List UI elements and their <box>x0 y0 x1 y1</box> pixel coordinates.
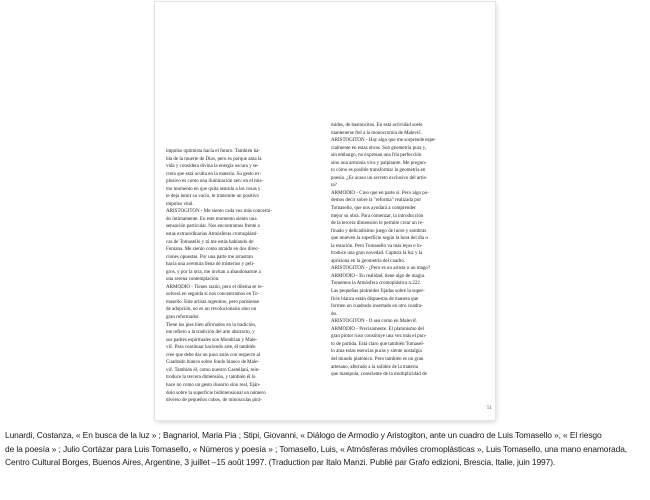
text-line: mides, de bastoncitos. En esta actividad suele <box>331 122 423 128</box>
text-line: Tomemos la Atmósfera cromoplástica n.222. <box>331 280 422 287</box>
text-line: Fontana. Me siento como atraído en dos direc- <box>166 246 260 253</box>
text-line: Tomasello, que nos ayudará a comprender <box>331 205 416 212</box>
text-line: estas extraordinarias Atmósferas cromoplásti- <box>166 231 258 238</box>
text-line: ARISTOGITON - ¿Pero es un artista o un mago? <box>331 265 431 272</box>
text-line: Cuadrado blanco sobre fondo blanco de Male- <box>166 359 260 366</box>
text-line: to cómo es posible transformar la geometría en <box>331 167 426 174</box>
text-line: plosivo es como una iluminación zen: en el mis- <box>166 178 264 185</box>
right-text-column <box>331 122 483 379</box>
text-line: te deja intuir su vacío, te transmite un positivo <box>166 193 259 200</box>
text-line: sensación particular. Nos encontramos frente a <box>166 223 260 230</box>
book-page <box>155 2 495 420</box>
text-line: del mundo platónico. Pero también es un gran <box>331 355 424 362</box>
text-line: diverso de pequeños cubos, de minúsculas pirá- <box>166 397 262 404</box>
text-line: solverá en seguida si nos concentramos en To- <box>166 291 260 298</box>
text-line: vida y considera divina la energía oscura y se- <box>166 163 259 170</box>
page-number: 51 <box>487 406 492 411</box>
text-line: impulso vital. <box>166 200 194 207</box>
text-line: Tiene los pies bien afirmados en la tradición, <box>166 321 257 328</box>
text-line: que manipula, consciente de la multiplicidad de <box>331 371 427 378</box>
text-line: aprisiona en la geometría del cuadro. <box>331 257 406 264</box>
caption-line: Centro Cultural Borges, Buenos Aires, Argentine, 3 juillet –15 août 1997. (Traduction par Italo Manzi. Publié par Grafo edizioni, Brescia, Italie, juin 1997). <box>5 457 556 468</box>
text-line: to de partida. Está claro que también Tomasel- <box>331 340 425 347</box>
text-line: ARMODIO - Creo que en parte sí. Pero algo po- <box>331 189 429 196</box>
text-line: impulso optimista hacia el futuro. También ha- <box>166 148 260 154</box>
text-line: vič. Para continuar haciendo arte, él también <box>166 344 256 351</box>
text-line: cialmente en estas obras. Son geometría pura y, <box>331 144 427 151</box>
text-line: demos decir sobre la "reforma" realizada por <box>331 197 421 204</box>
text-line: ARISTOGITON - Me siento cada vez más concerni- <box>166 208 273 215</box>
text-line: ARMODIO - Tienes razón, pero el dilema se re- <box>166 283 264 290</box>
text-line: una serena contemplación. <box>166 276 220 283</box>
text-line: lo ama estas esencias puras y siente nostalgia <box>331 348 422 355</box>
text-line: Las pequeñas pirámides fijadas sobre la super- <box>331 288 425 295</box>
text-line: me refiero a la tradición del arte abstracto, y <box>166 329 255 336</box>
text-line: ARMODIO - En realidad, tiene algo de magia. <box>331 272 426 279</box>
text-line: sino una armonía viva y palpitante. Me pregun- <box>331 159 427 166</box>
text-line: hace no como un gesto ilusorio sino real, fiján- <box>166 381 261 388</box>
text-line: ta? <box>331 182 337 189</box>
text-line: poesía. ¿Es acaso un secreto exclusivo del artis- <box>331 174 428 181</box>
text-line: do íntimamente. En este momento siento una <box>166 215 257 222</box>
text-line: sus padres espirituales son Mondrian y Male- <box>166 336 258 343</box>
text-line: artesano, aferrado a la solidez de la materia <box>331 363 418 370</box>
text-line: de adopción, no es un revolucionario sino un <box>166 306 257 313</box>
text-line: ARISTOGITON - O sea como en Malevič. <box>331 318 418 325</box>
text-line: vič. También él, como nuestro Castellani, rein- <box>166 366 260 373</box>
text-line: que mueven la superficie según la hora del día o <box>331 235 428 242</box>
caption-line: Lunardi, Costanza, « En busca de la luz » ; Bagnariol, Maria Pia ; Stipi, Giovanni, « Diálogo de Armodio y Aristogiton, ante un cuadro de Luis Tomasello », « El riesgo <box>5 430 602 440</box>
left-text-column <box>166 148 318 405</box>
text-line: hacia una aventura llena de misterios y peli- <box>166 261 255 268</box>
text-line: masello. Este artista argentino, pero parisiense <box>166 298 260 305</box>
image-caption <box>5 429 645 470</box>
text-line: ficie blanca están dispuestas de manera que <box>331 295 419 302</box>
text-line: cas de Tomasello y tú me estás hablando de <box>166 238 254 245</box>
text-line: mantenerse fiel a la monocromía de Malevič. <box>331 129 422 136</box>
text-line: gran pintor ruso constituye una vez más el pun- <box>331 333 427 340</box>
text-line: ARMODIO - Precisamente. El platonismo del <box>331 325 424 332</box>
text-line: dolo sobre la superficie bidimensional un número <box>166 389 266 396</box>
text-line: finado y delicadísimo juego de luces y sombras <box>331 227 427 234</box>
text-line: bla de la muerte de Dios, pero es porque ama la <box>166 155 262 162</box>
text-line: troduce la tercera dimensión, y también él lo <box>166 374 256 381</box>
text-line: creta que está oculta en la materia. Su gesto ex- <box>166 170 262 177</box>
text-line: gros, y por la otra, me invitan a abandonarme a <box>166 268 261 275</box>
text-line: sin embargo, no expresan una fría perfección <box>331 152 422 159</box>
text-line: mo momento en que quita sentido a las cosas y <box>166 185 261 192</box>
text-line: cree que debe dar un paso atrás con respecto al <box>166 351 261 358</box>
caption-line: de la poesía » ; Julio Cortázar para Luis Tomasello, « Números y poesía » ; Tomasello, Luis, « Atmósferas móviles cromoplásticas », Luis Tomasello, una mano enamorada, <box>5 443 628 454</box>
text-line: mejor su obra. Para comenzar, la introducción <box>331 212 424 219</box>
text-line: ciones opuestas. Por una parte me arrastran <box>166 253 253 260</box>
text-line: de la tercera dimensión le permite crear un re- <box>331 220 424 227</box>
text-line: la estación. Pero Tomasello va más lejos e in- <box>331 242 423 249</box>
text-line: ARISTOGITON - Hay algo que me sorprende espe- <box>331 137 436 144</box>
text-line: formen un cuadrado insertado en otro cuadra- <box>331 303 423 310</box>
text-line: troduce una gran novedad. Captura la luz y la <box>331 250 423 257</box>
text-line: gran reformador. <box>166 314 200 321</box>
text-line: do. <box>331 310 338 317</box>
